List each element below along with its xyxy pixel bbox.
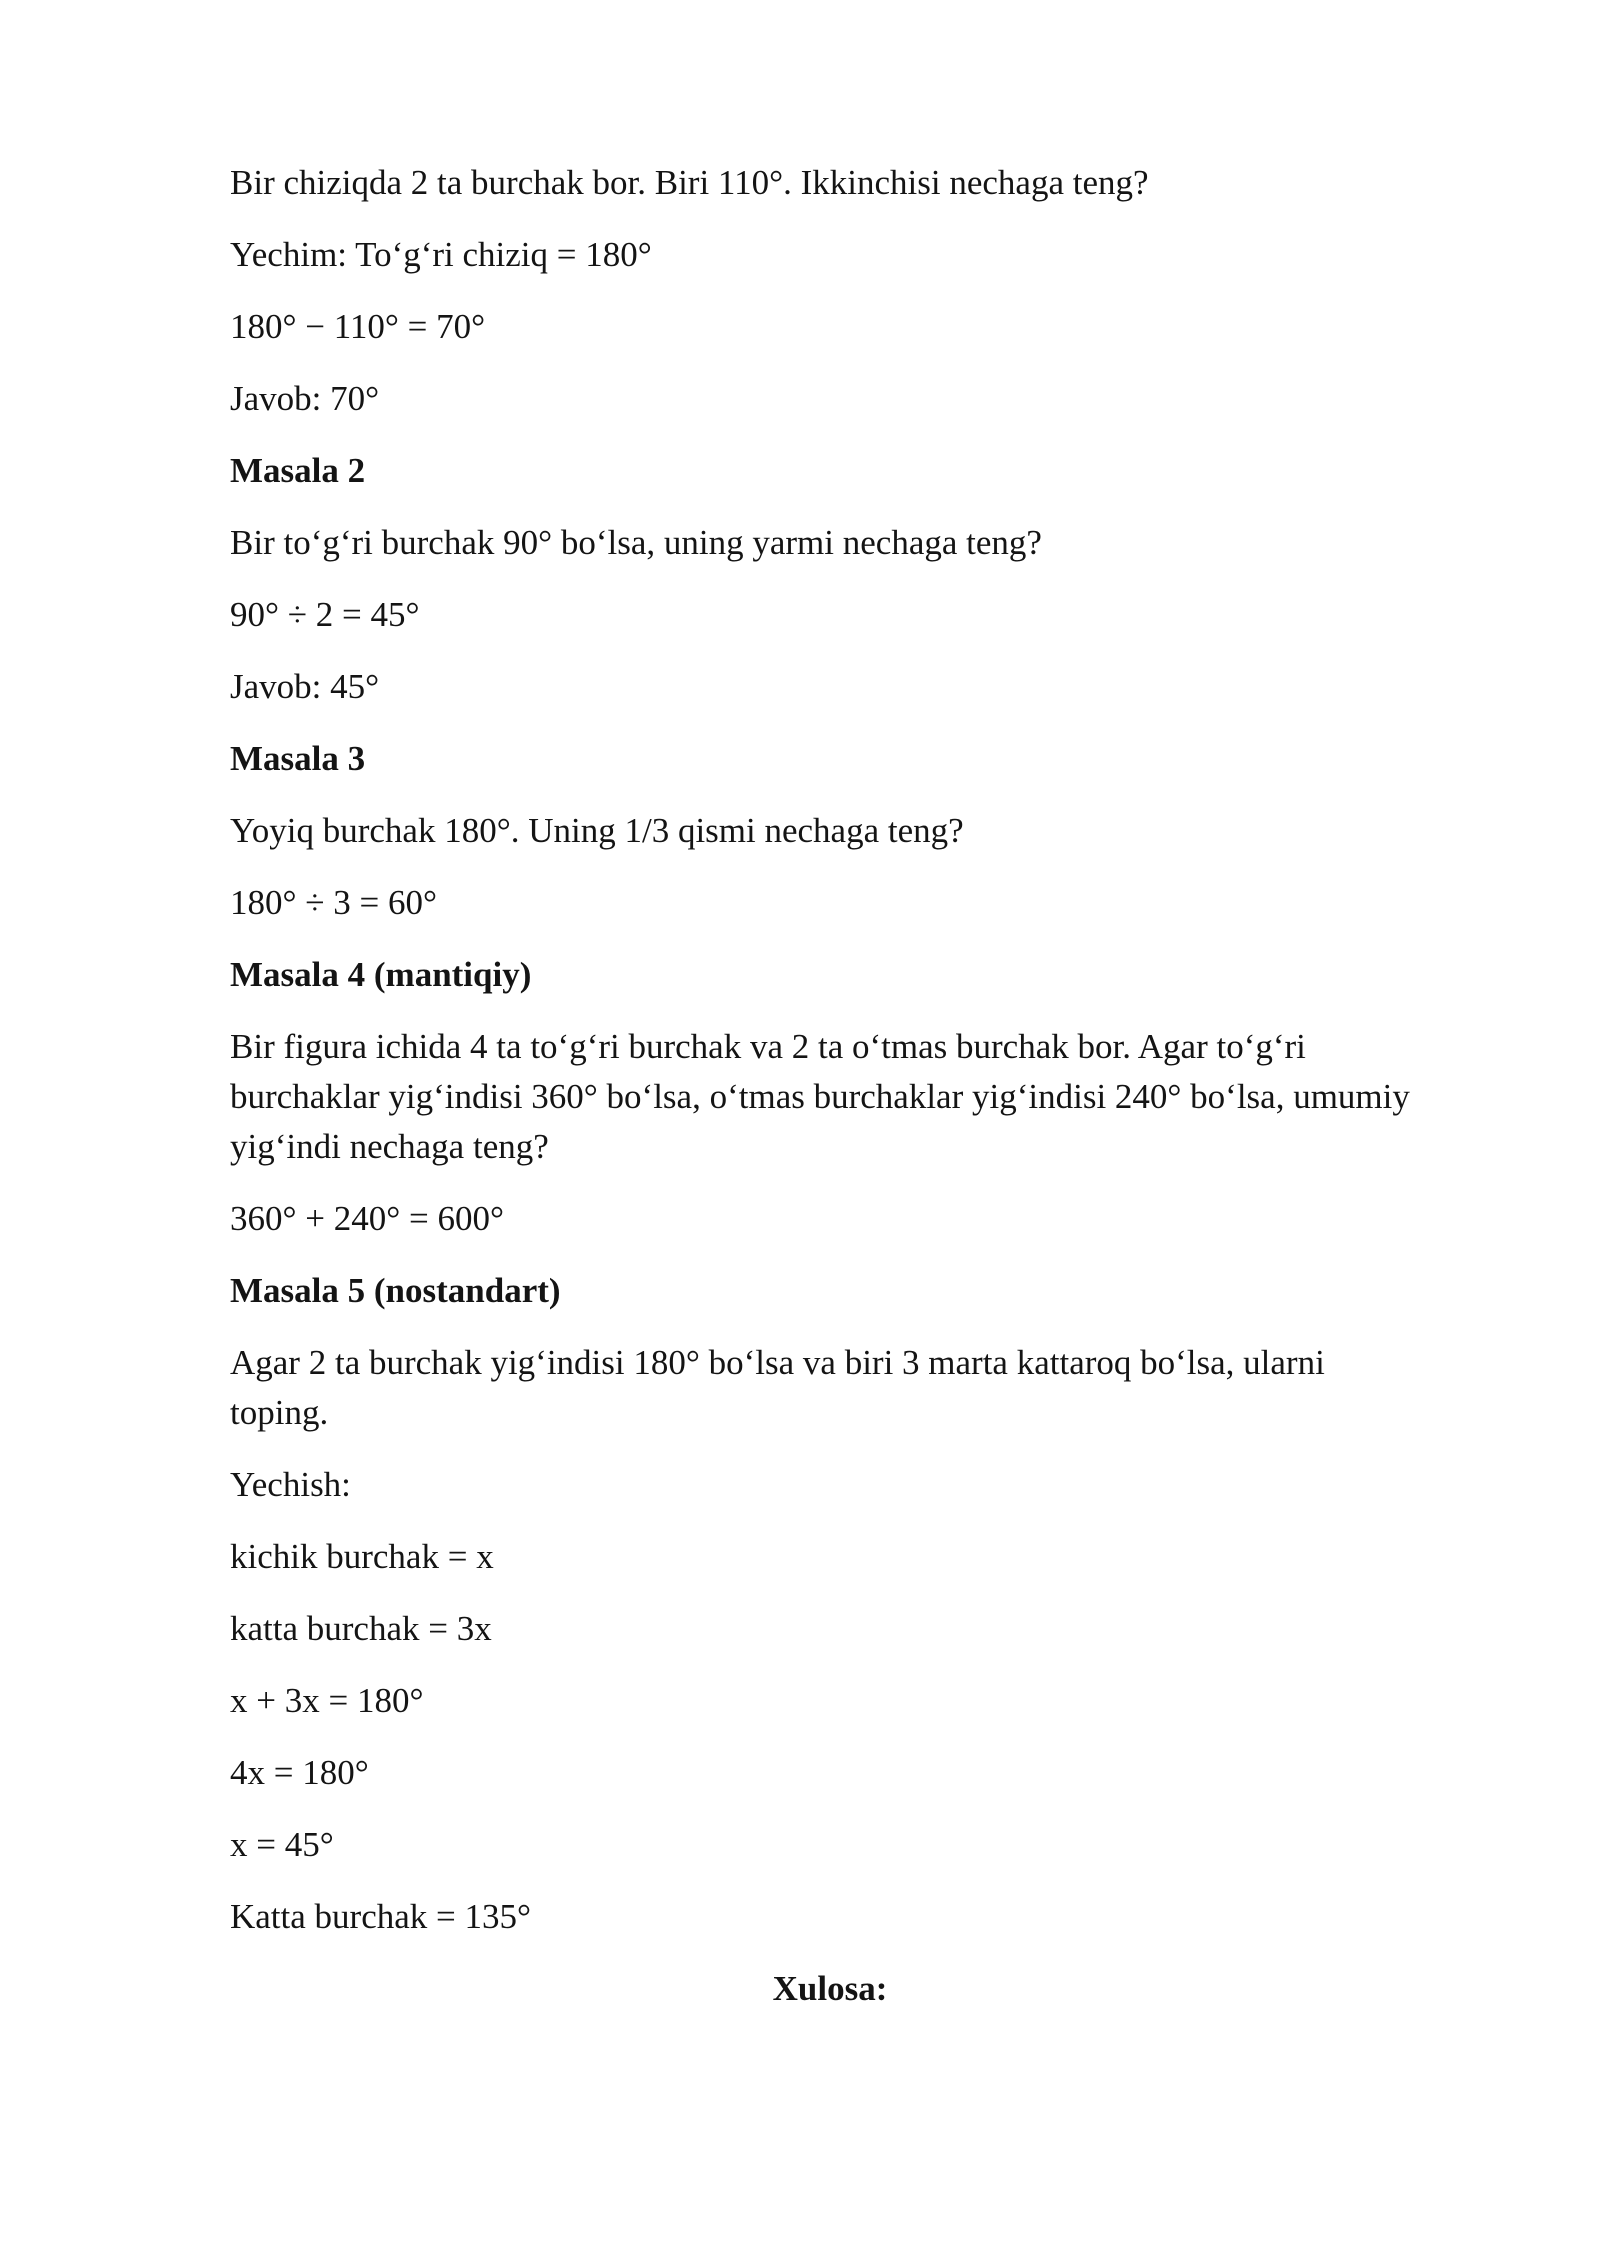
conclusion-heading: Xulosa: xyxy=(772,1969,888,2008)
problem-5-heading: Masala 5 (nostandart) xyxy=(230,1271,561,1310)
problem-1-answer: Javob: 70° xyxy=(230,379,380,418)
problem-3-calculation: 180° ÷ 3 = 60° xyxy=(230,883,437,922)
problem-2-calculation: 90° ÷ 2 = 45° xyxy=(230,595,420,634)
problem-5-answer: Katta burchak = 135° xyxy=(230,1897,532,1936)
problem-5-solution-label: Yechish: xyxy=(230,1465,351,1504)
document-body xyxy=(230,158,1430,2036)
problem-2-heading: Masala 2 xyxy=(230,451,366,490)
problem-2-statement: Bir to‘g‘ri burchak 90° bo‘lsa, uning yarmi nechaga teng? xyxy=(230,523,1042,562)
problem-1-solution-line: Yechim: To‘g‘ri chiziq = 180° xyxy=(230,235,652,274)
problem-5-step-solution: x = 45° xyxy=(230,1825,334,1864)
problem-4-calculation: 360° + 240° = 600° xyxy=(230,1199,504,1238)
problem-5-step-large-angle: katta burchak = 3x xyxy=(230,1609,492,1648)
problem-3-heading: Masala 3 xyxy=(230,739,366,778)
problem-1-calculation: 180° − 110° = 70° xyxy=(230,307,486,346)
problem-5-step-small-angle: kichik burchak = x xyxy=(230,1537,494,1576)
problem-3-statement: Yoyiq burchak 180°. Uning 1/3 qismi nechaga teng? xyxy=(230,811,964,850)
problem-4-heading: Masala 4 (mantiqiy) xyxy=(230,955,532,994)
problem-4-statement: Bir figura ichida 4 ta to‘g‘ri burchak va 2 ta o‘tmas burchak bor. Agar to‘g‘ri burchaklar yig‘indisi 360° bo‘lsa, o‘tmas burchaklar yig‘indisi 240° bo‘lsa, umumiy yig‘indi nechaga teng? xyxy=(230,1027,1410,1166)
problem-2-answer: Javob: 45° xyxy=(230,667,380,706)
problem-5-step-equation: x + 3x = 180° xyxy=(230,1681,424,1720)
problem-5-statement: Agar 2 ta burchak yig‘indisi 180° bo‘lsa va biri 3 marta kattaroq bo‘lsa, ularni toping. xyxy=(230,1343,1325,1432)
problem-1-statement: Bir chiziqda 2 ta burchak bor. Biri 110°. Ikkinchisi nechaga teng? xyxy=(230,163,1149,202)
problem-5-step-simplified: 4x = 180° xyxy=(230,1753,369,1792)
